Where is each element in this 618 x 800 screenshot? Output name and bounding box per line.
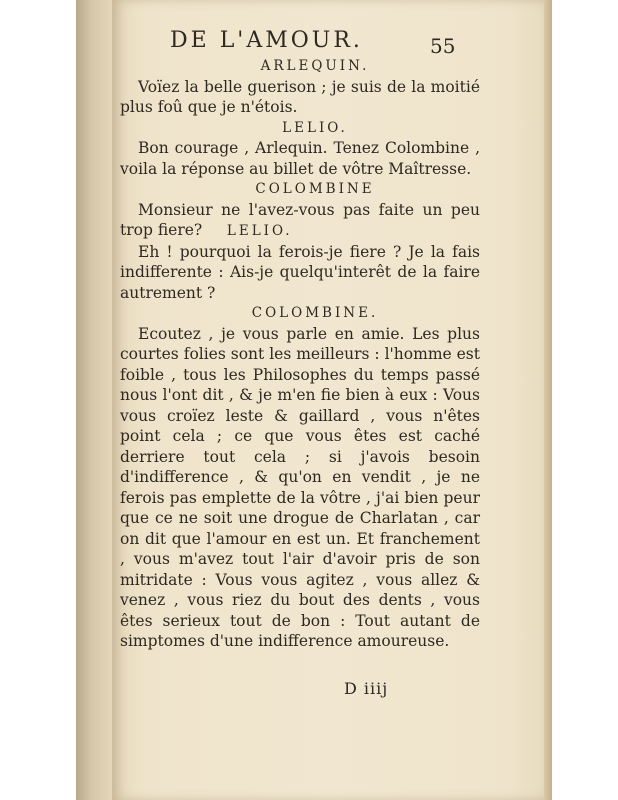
speech (120, 200, 480, 242)
running-head: DE L'AMOUR. (170, 28, 363, 53)
speech-text: Monsieur ne l'avez-vous pas faite un peu trop fiere? (120, 200, 480, 239)
speaker-name-inline: LELIO. (226, 223, 293, 239)
speaker-name: LELIO. (282, 119, 348, 136)
speaker-name: ARLEQUIN. (260, 58, 370, 74)
speech: Eh ! pourquoi la ferois-je fiere ? Je la fais indifferente : Ais-je quelqu'interêt de la faire autrement ? (120, 242, 480, 302)
page-number: 55 (430, 34, 456, 58)
page-fore-edge (544, 0, 552, 800)
speech: Voïez la belle guerison ; je suis de la moitié plus foû que je n'étois. (120, 77, 480, 116)
signature-mark: D iiij (344, 679, 389, 698)
page-text (120, 56, 480, 652)
speaker-name: COLOMBINE (255, 181, 375, 197)
speech: Ecoutez , je vous parle en amie. Les plus courtes folies sont les meilleurs : l'homme est foible , tous les Philosophes du temps passé nous l'ont dit , & je m'en fie bien à eux : Vous vous croïez leste & gaillard , vous n'êtes point cela ; ce que vous êtes est caché derriere tout cela ; si j'avois besoin d'indifference , & qu'on en vendit , je ne ferois pas emplette de la vôtre , j'ai bien peur que ce ne soit une drogue de Charlatan , car on dit que l'amour en est un. Et franchement , vous m'avez tout l'air d'avoir pris de son mitridate : Vous vous agitez , vous allez & venez , vous riez du bout des dents , vous êtes serieux tout de bon : Tout autant de simptomes d'une indifference amoureuse. (120, 324, 480, 650)
speaker-name: COLOMBINE. (251, 305, 379, 321)
adjacent-page-edge (76, 0, 116, 800)
book-page (112, 0, 544, 800)
speech: Bon courage , Arlequin. Tenez Colombine , voila la réponse au billet de vôtre Maîtresse. (120, 139, 480, 178)
